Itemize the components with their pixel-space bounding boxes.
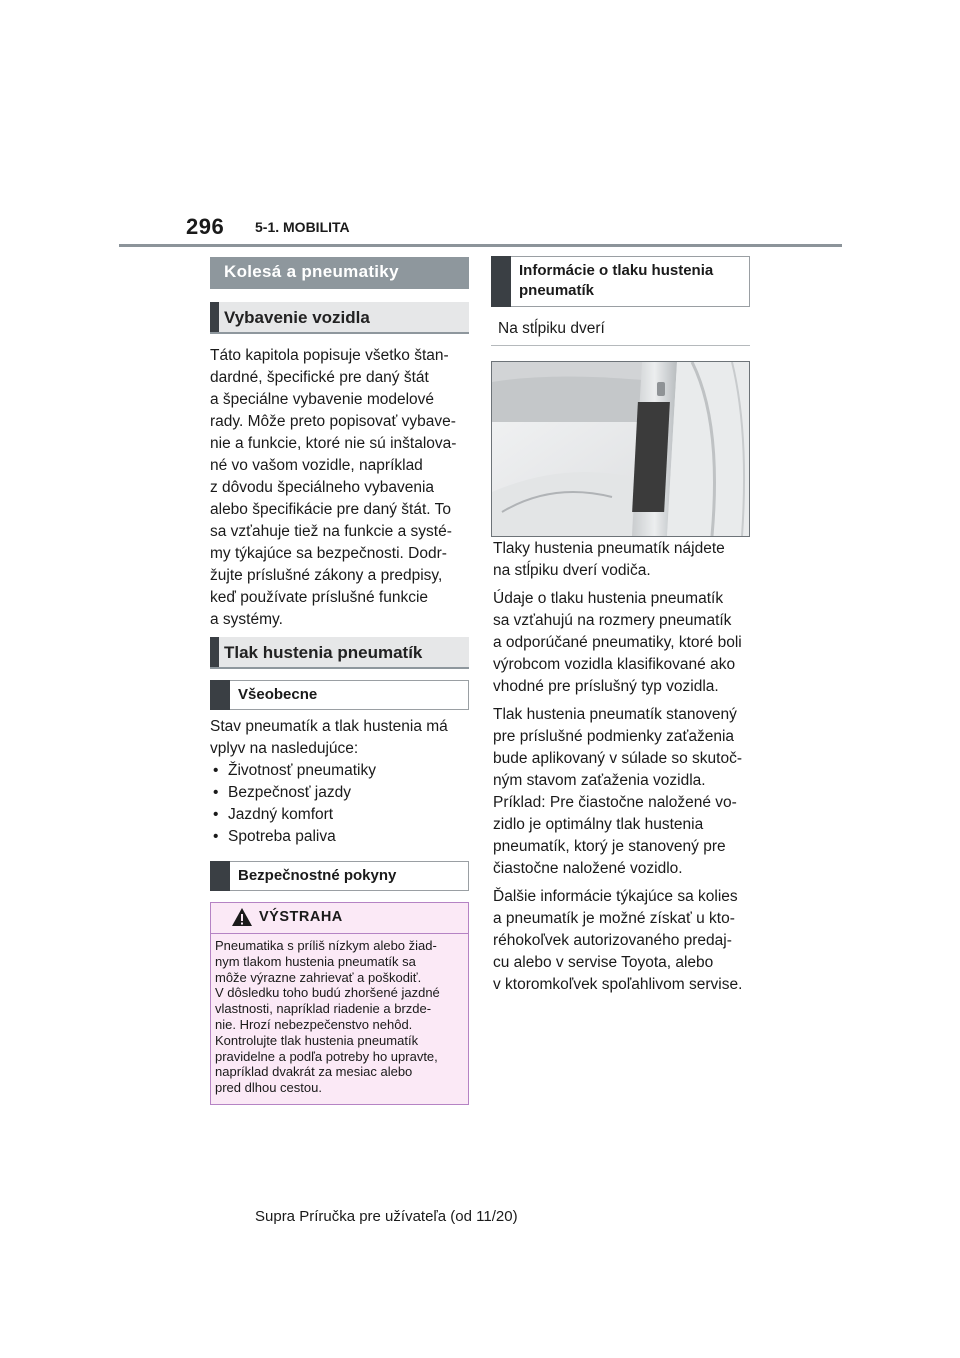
text-line: žujte príslušné zákony a predpisy, <box>210 567 443 584</box>
text-line: z dôvodu špeciálneho vybavenia <box>210 479 435 496</box>
text-line: Stav pneumatík a tlak hustenia má <box>210 718 448 735</box>
section-title: 5-1. MOBILITA <box>255 219 350 235</box>
text-line: rady. Môže preto popisovať vybave- <box>210 413 456 430</box>
text-line: vhodné pre príslušný typ vozidla. <box>493 678 719 695</box>
text-line: ným stavom zaťaženia vozidla. <box>493 772 706 789</box>
warning-text <box>215 938 465 1096</box>
footer-text: Supra Príručka pre užívateľa (od 11/20) <box>255 1208 518 1225</box>
text-line: pneumatík <box>519 282 595 299</box>
header-divider <box>119 244 842 247</box>
text-line: Tlaky hustenia pneumatík nájdete <box>493 540 725 557</box>
general-heading <box>210 680 469 710</box>
safety-heading-label: Bezpečnostné pokyny <box>238 867 397 884</box>
general-paragraph <box>210 716 472 848</box>
text-line: a systémy. <box>210 611 283 628</box>
equipment-heading <box>210 302 469 334</box>
text-line: my týkajúce sa bezpečnosti. Dodr- <box>210 545 447 562</box>
list-item: • Bezpečnosť jazdy <box>210 782 472 804</box>
text-line: výrobcom vozidla klasifikované ako <box>493 656 736 673</box>
text-line: nie a funkcie, ktoré nie sú inštalova- <box>210 435 457 452</box>
heading-tab <box>210 680 230 710</box>
text-line: zidlo je optimálny tlak hustenia <box>493 816 704 833</box>
heading-tab <box>491 256 511 307</box>
heading-tab <box>210 637 219 667</box>
text-line: čiastočne naložené vozidlo. <box>493 860 683 877</box>
text-line: Údaje o tlaku hustenia pneumatík <box>493 590 724 607</box>
general-heading-label: Všeobecne <box>238 686 318 703</box>
warning-title: VÝSTRAHA <box>259 909 343 925</box>
text-line: v ktoromkoľvek spoľahlivom servise. <box>493 976 743 993</box>
text-line: a odporúčané pneumatiky, ktoré boli <box>493 634 742 651</box>
text-line: réhokoľvek autorizovaného predaj- <box>493 932 732 949</box>
list-item: • Spotreba paliva <box>210 826 472 848</box>
text-line: bude aplikovaný v súlade so skutoč- <box>493 750 743 767</box>
text-line: nym tlakom hustenia pneumatík sa <box>215 953 416 969</box>
text-line: Kontrolujte tlak hustenia pneumatík <box>215 1032 419 1048</box>
text-line: vlastnosti, napríklad riadenie a brzde- <box>215 1001 432 1017</box>
text-line: dardné, špecifické pre daný štát <box>210 369 429 386</box>
equipment-paragraph <box>210 345 472 631</box>
text-line: vplyv na nasledujúce: <box>210 740 359 757</box>
pressure-heading <box>210 637 469 669</box>
text-line: Informácie o tlaku hustenia <box>519 262 714 279</box>
heading-tab <box>210 302 219 332</box>
text-line: pneumatík, ktorý je stanovený pre <box>493 838 726 855</box>
text-line: a špeciálne vybavenie modelové <box>210 391 435 408</box>
list-item: • Jazdný komfort <box>210 804 472 826</box>
text-line: sa vzťahujú na rozmery pneumatík <box>493 612 732 629</box>
list-item: • Životnosť pneumatiky <box>210 760 472 782</box>
text-line: Ďalšie informácie týkajúce sa kolies <box>493 888 738 905</box>
text-line: Príklad: Pre čiastočne naložené vo- <box>493 794 737 811</box>
right-paragraphs <box>493 538 755 996</box>
equipment-heading-label: Vybavenie vozidla <box>224 308 370 327</box>
text-line: napríklad dvakrát za mesiac alebo <box>215 1064 413 1080</box>
text-line: sa vzťahuje tiež na funkcie a systé- <box>210 523 452 540</box>
text-line: na stĺpiku dverí vodiča. <box>493 562 651 579</box>
text-line: cu alebo v servise Toyota, alebo <box>493 954 714 971</box>
info-heading-label <box>519 261 713 301</box>
page-number: 296 <box>186 214 225 239</box>
main-heading: Kolesá a pneumatiky <box>210 257 469 289</box>
general-bullet-list <box>210 760 472 848</box>
text-line: keď používate príslušné funkcie <box>210 589 429 606</box>
warning-triangle-icon <box>231 907 253 932</box>
text-line: pred dlhou cestou. <box>215 1080 322 1096</box>
text-line: V dôsledku toho budú zhoršené jazdné <box>215 985 440 1001</box>
subheading-divider <box>491 345 750 346</box>
pressure-heading-label: Tlak hustenia pneumatík <box>224 643 423 662</box>
door-pillar-photo <box>491 361 750 537</box>
safety-heading <box>210 861 469 891</box>
location-label: Na stĺpiku dverí <box>498 320 605 337</box>
warning-box <box>210 902 469 1105</box>
text-line: né vo vašom vozidle, napríklad <box>210 457 423 474</box>
text-line: nie. Hrozí nebezpečenstvo nehôd. <box>215 1016 413 1032</box>
text-line: môže výrazne zahrievať a poškodiť. <box>215 969 422 985</box>
heading-tab <box>210 861 230 891</box>
text-line: Táto kapitola popisuje všetko štan- <box>210 347 449 364</box>
text-line: Pneumatika s príliš nízkym alebo žiad- <box>215 938 437 953</box>
text-line: alebo špecifikácie pre daný štát. To <box>210 501 451 518</box>
text-line: pre príslušné podmienky zaťaženia <box>493 728 735 745</box>
text-line: pravidelne a podľa potreby ho upravte, <box>215 1048 438 1064</box>
warning-header <box>211 903 468 934</box>
text-line: Tlak hustenia pneumatík stanovený <box>493 706 737 723</box>
text-line: a pneumatík je možné získať u kto- <box>493 910 735 927</box>
info-heading <box>491 256 750 307</box>
